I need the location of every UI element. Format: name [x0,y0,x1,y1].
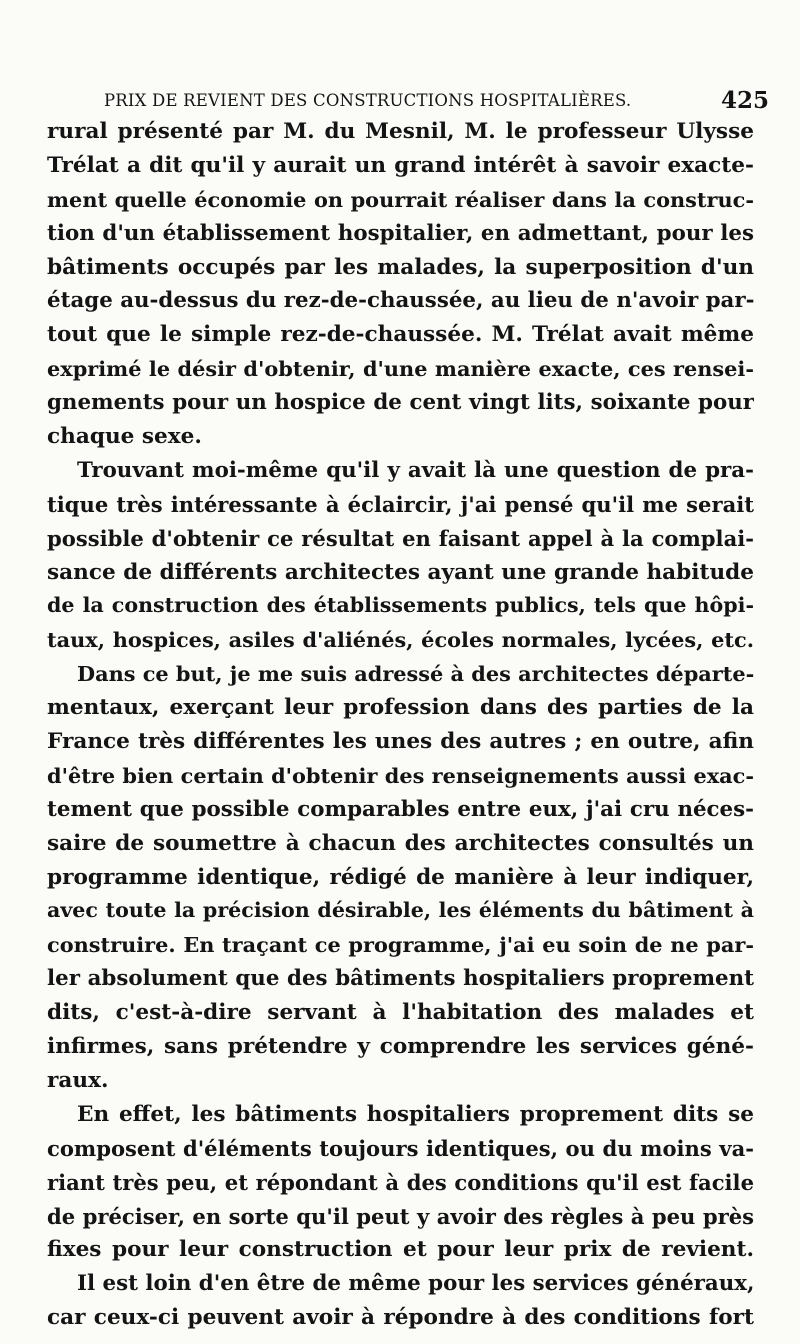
text-line: mentaux, exerçant leur profession dans des parties de la [47,695,754,721]
running-title: PRIX DE REVIENT DES CONSTRUCTIONS HOSPITALIÈRES. [104,91,632,110]
text-line: rural présenté par M. du Mesnil, M. le professeur Ulysse [47,119,754,144]
body-text [47,115,754,1335]
text-line: possible d'obtenir ce résultat en faisant appel à la complai- [47,525,754,551]
text-line: fixes pour leur construction et pour leur prix de revient. [47,1237,754,1263]
text-line: programme identique, rédigé de manière à leur indiquer, [47,864,754,890]
text-line: de la construction des établissements publics, tels que hôpi- [47,593,754,618]
text-line: construire. En traçant ce programme, j'ai eu soin de ne par- [47,932,754,958]
text-line: Dans ce but, je me suis adressé à des architectes départe- [77,661,754,687]
text-line: taux, hospices, asiles d'aliénés, écoles normales, lycées, etc. [47,627,754,653]
text-line: Trouvant moi-même qu'il y avait là une question de pra- [77,457,754,483]
text-line: Trélat a dit qu'il y aurait un grand intérêt à savoir exacte- [47,152,754,178]
text-line: de préciser, en sorte qu'il peut y avoir des règles à peu près [47,1203,754,1229]
text-line: d'être bien certain d'obtenir des renseignements aussi exac- [47,762,754,788]
text-line: saire de soumettre à chacun des architectes consultés un [47,830,754,856]
text-line: infirmes, sans prétendre y comprendre les services géné- [47,1034,754,1060]
text-line: tout que le simple rez-de-chaussée. M. Trélat avait même [47,322,754,348]
page-number: 425 [720,87,769,114]
text-line: composent d'éléments toujours identiques, ou du moins va- [47,1135,754,1161]
text-line: riant très peu, et répondant à des conditions qu'il est facile [47,1169,754,1195]
text-line: avec toute la précision désirable, les éléments du bâtiment à [47,898,754,923]
text-line: gnements pour un hospice de cent vingt lits, soixante pour [47,390,754,416]
text-line: dits, c'est-à-dire servant à l'habitation des malades et [47,1000,754,1026]
running-head [104,87,769,115]
text-line: sance de différents architectes ayant une grande habitude [47,559,754,585]
text-line: tique très intéressante à éclaircir, j'ai pensé qu'il me serait [47,491,754,517]
text-line: En effet, les bâtiments hospitaliers proprement dits se [77,1101,754,1127]
text-line: ment quelle économie on pourrait réaliser dans la construc- [47,186,754,212]
text-line: étage au-dessus du rez-de-chaussée, au lieu de n'avoir par- [47,288,754,314]
text-line: ler absolument que des bâtiments hospitaliers proprement [47,966,754,992]
text-line: car ceux-ci peuvent avoir à répondre à des conditions fort [47,1305,754,1331]
text-line: raux. [47,1067,109,1093]
text-line: tement que possible comparables entre eux, j'ai cru néces- [47,796,754,822]
text-line: chaque sexe. [47,424,202,450]
text-line: exprimé le désir d'obtenir, d'une manière exacte, ces rensei- [47,356,754,382]
text-line: France très différentes les unes des autres ; en outre, afin [47,729,754,755]
text-line: Il est loin d'en être de même pour les services généraux, [77,1271,754,1297]
text-line: tion d'un établissement hospitalier, en admettant, pour les [47,220,754,246]
text-line: bâtiments occupés par les malades, la superposition d'un [47,254,754,280]
